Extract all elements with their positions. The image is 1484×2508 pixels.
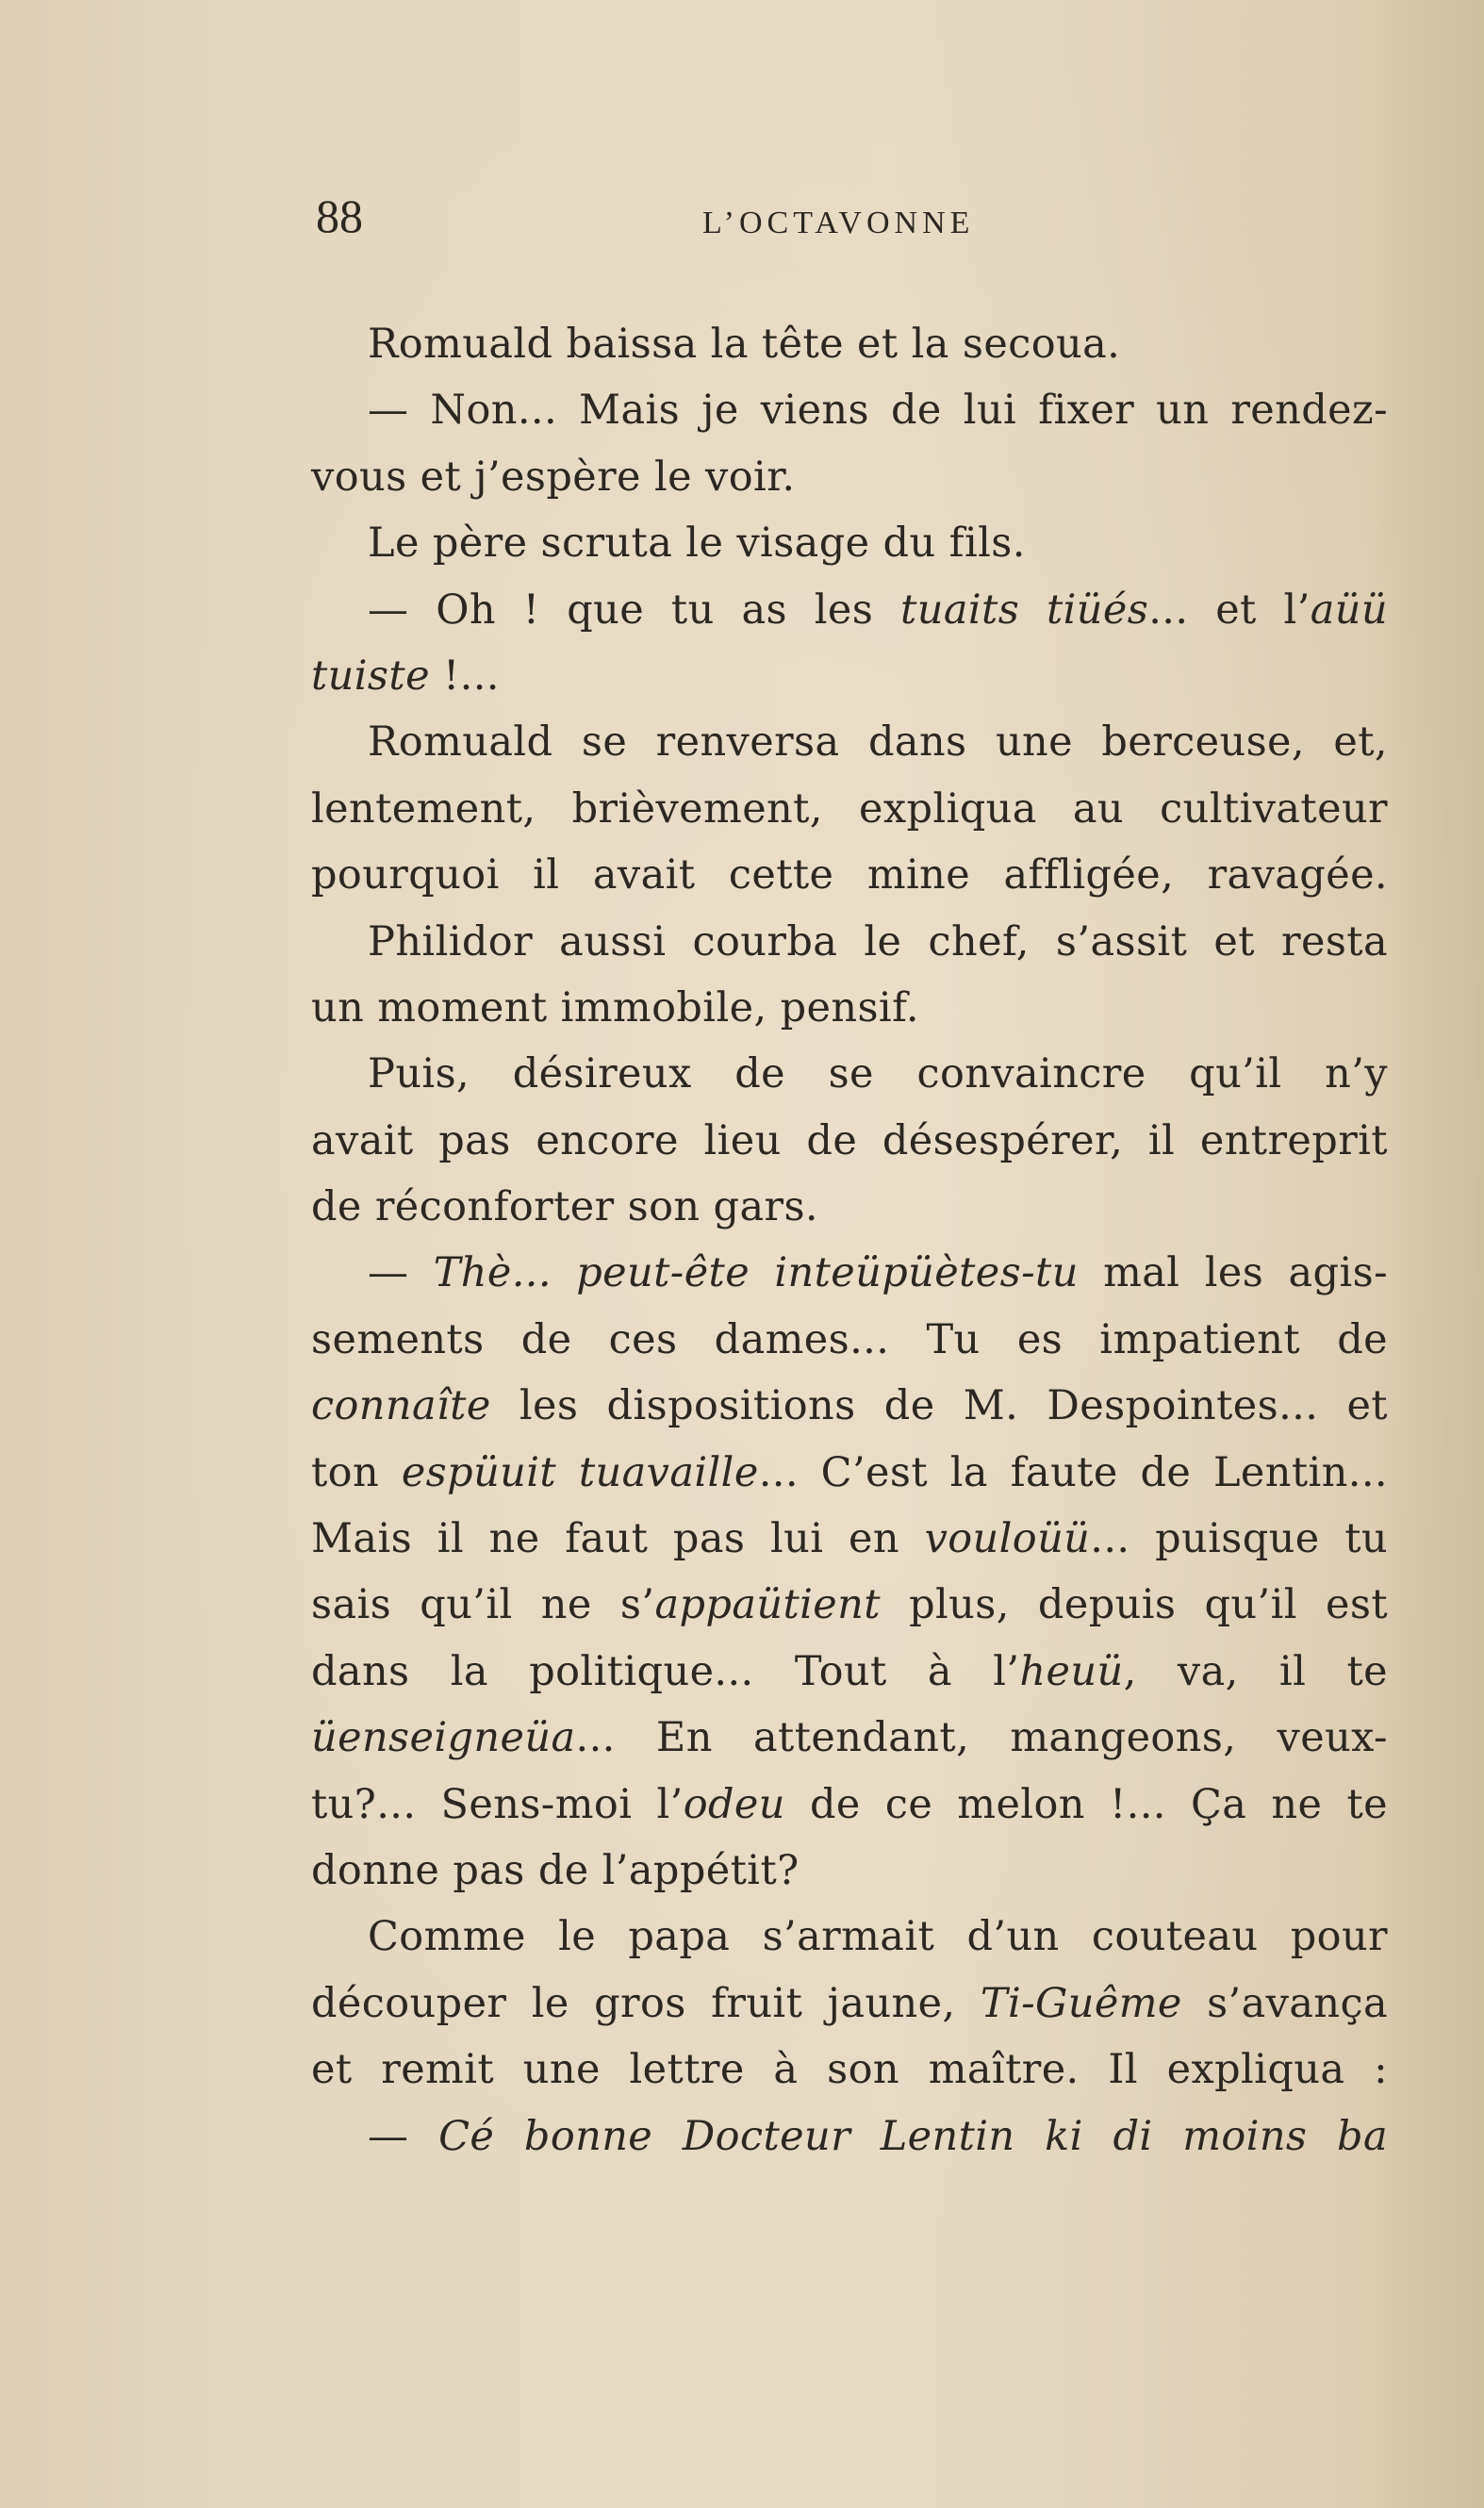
- text-line: et remit une lettre à son maître. Il expliqua :: [311, 2046, 1388, 2094]
- body-text: [311, 311, 1388, 2170]
- page-header: [316, 189, 1391, 255]
- text-line: avait pas encore lieu de désespérer, il entreprit: [311, 1116, 1388, 1164]
- text-line: Romuald baissa la tête et la secoua.: [368, 321, 1121, 368]
- text-line: tu?... Sens-moi l’odeu de ce melon !... Ça ne te: [311, 1780, 1388, 1828]
- page-number: 88: [316, 190, 363, 242]
- text-line: Le père scruta le visage du fils.: [368, 520, 1026, 568]
- text-line: donne pas de l’appétit?: [311, 1846, 800, 1894]
- text-line: vous et j’espère le voir.: [311, 453, 796, 501]
- text-line: üenseigneüa... En attendant, mangeons, veux-: [311, 1714, 1388, 1762]
- text-line: découper le gros fruit jaune, Ti-Guême s’avança: [311, 1979, 1389, 2027]
- text-line: Mais il ne faut pas lui en vouloüü... puisque tu: [311, 1515, 1389, 1563]
- text-line: Comme le papa s’armait d’un couteau pour: [368, 1913, 1388, 1961]
- text-line: connaîte les dispositions de M. Despointes... et: [311, 1382, 1388, 1430]
- text-line: lentement, brièvement, expliqua au cultivateur: [311, 784, 1388, 833]
- running-title: L’OCTAVONNE: [702, 206, 975, 240]
- text-line: pourquoi il avait cette mine affligée, ravagée.: [311, 851, 1388, 899]
- text-line: tuiste !...: [311, 652, 500, 700]
- text-line: ton espüuit tuavaille... C’est la faute de Lentin...: [311, 1448, 1388, 1496]
- text-line: — Non... Mais je viens de lui fixer un rendez-: [368, 387, 1388, 435]
- text-line: — Oh ! que tu as les tuaits tiüés... et l’aüü: [368, 586, 1388, 634]
- text-line: dans la politique... Tout à l’heuü, va, il te: [311, 1647, 1388, 1695]
- text-line: sais qu’il ne s’appaütient plus, depuis qu’il est: [311, 1581, 1389, 1629]
- text-line: Puis, désireux de se convaincre qu’il n’y: [368, 1050, 1388, 1098]
- text-line: un moment immobile, pensif.: [311, 983, 919, 1031]
- text-line: de réconforter son gars.: [311, 1183, 818, 1231]
- text-line: Philidor aussi courba le chef, s’assit et resta: [368, 917, 1388, 965]
- text-line: sements de ces dames... Tu es impatient de: [311, 1315, 1388, 1363]
- text-line: Romuald se renversa dans une berceuse, et,: [368, 718, 1388, 767]
- text-line: — Cé bonne Docteur Lentin ki di moins ba: [368, 2112, 1389, 2160]
- text-line: — Thè... peut-ête inteüpüètes-tu mal les agis-: [368, 1249, 1389, 1297]
